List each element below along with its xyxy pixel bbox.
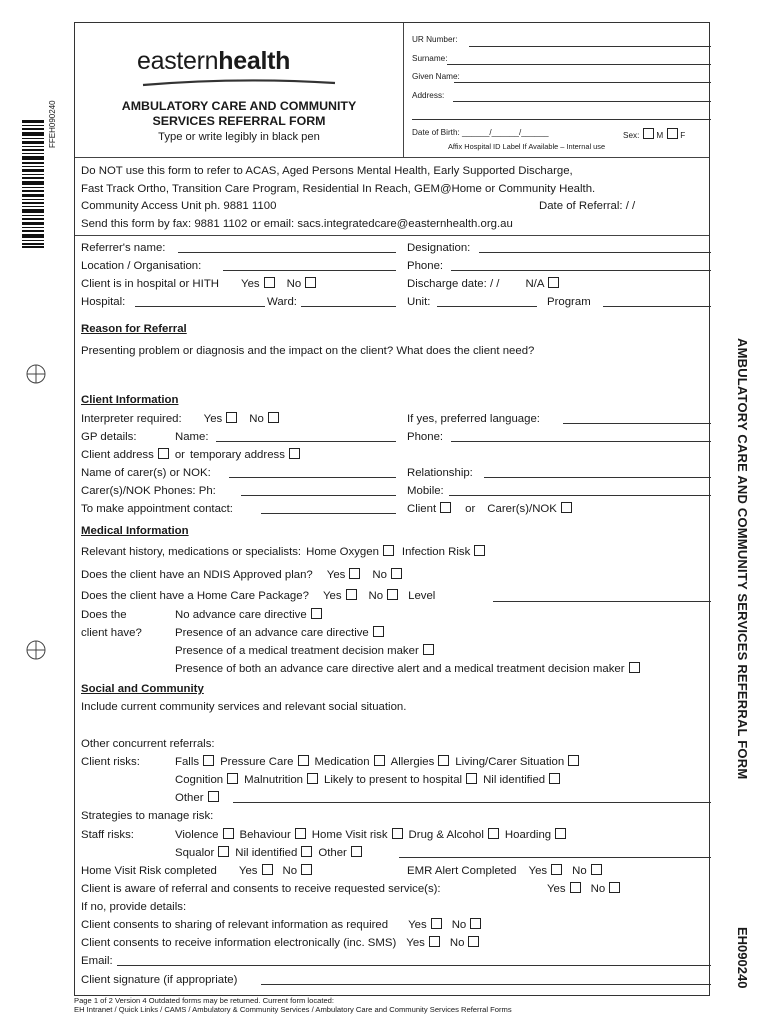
strategies-label: Strategies to manage risk: [81,810,214,822]
sharing-no-checkbox[interactable] [470,918,481,929]
program-field[interactable] [603,306,711,307]
home-oxygen-checkbox[interactable] [383,545,394,556]
referrer-name-label: Referrer's name: [81,242,166,254]
interpreter-required: Interpreter required: Yes No [81,412,281,426]
location-field[interactable] [223,270,396,271]
living-carer-checkbox[interactable] [568,755,579,766]
given-name-field[interactable] [454,82,711,83]
sex-m-checkbox[interactable] [643,128,654,139]
staff-risks-row1: Violence Behaviour Home Visit risk Drug & Alcohol Hoarding [175,828,568,842]
ndis-yes-checkbox[interactable] [349,568,360,579]
ward-label: Ward: [267,296,297,308]
medication-checkbox[interactable] [374,755,385,766]
behaviour-checkbox[interactable] [295,828,306,839]
other-risk-checkbox[interactable] [208,791,219,802]
emr-alert-completed: EMR Alert Completed Yes No [407,864,604,878]
carer-name-field[interactable] [229,477,396,478]
ndis-question: Does the client have an NDIS Approved plan? Yes No [81,568,404,582]
client-signature-label: Client signature (if appropriate) [81,974,238,986]
form-title-line1: AMBULATORY CARE AND COMMUNITY [121,99,357,113]
registration-mark-icon [26,640,46,660]
unit-field[interactable] [437,306,537,307]
client-risks-other: Other [175,791,221,805]
carer-name-label: Name of carer(s) or NOK: [81,467,211,479]
electronic-no-checkbox[interactable] [468,936,479,947]
surname-field[interactable] [447,64,711,65]
hvr-yes-checkbox[interactable] [262,864,273,875]
both-directive-and-maker: Presence of both an advance care directive alert and a medical treatment decision maker [175,662,642,676]
appointment-contact-field[interactable] [261,513,396,514]
send-instructions: Send this form by fax: 9881 1102 or email: sacs.integratedcare@easternhealth.org.au [81,218,513,230]
cognition-checkbox[interactable] [227,773,238,784]
email-label: Email: [81,955,113,967]
temporary-address-checkbox[interactable] [289,448,300,459]
aware-yes-checkbox[interactable] [570,882,581,893]
home-visit-risk-checkbox[interactable] [392,828,403,839]
client-signature-field[interactable] [261,984,711,985]
dob-label: Date of Birth: ______/______/______ [412,128,549,137]
intro-line2: Fast Track Ortho, Transition Care Program, Residential In Reach, GEM@Home or Community Health. [81,183,596,195]
consent-electronic: Client consents to receive information electronically (inc. SMS) Yes No [81,936,481,950]
client-risks-label: Client risks: [81,756,140,768]
infection-risk-checkbox[interactable] [474,545,485,556]
home-care-package-question: Does the client have a Home Care Package? Yes No Level [81,590,436,602]
aware-no-checkbox[interactable] [609,882,620,893]
mobile-label: Mobile: [407,485,444,497]
header-divider [403,23,404,157]
carer-phone-field[interactable] [241,495,396,496]
advance-directive-checkbox[interactable] [373,626,384,637]
hcp-level-field[interactable] [493,601,711,602]
reason-heading: Reason for Referral [81,323,187,335]
form-title-line2: SERVICES REFERRAL FORM [152,114,326,128]
malnutrition-checkbox[interactable] [307,773,318,784]
email-field[interactable] [117,965,711,966]
surname-label: Surname: [412,54,448,63]
client-address-checkbox[interactable] [158,448,169,459]
pressure-care-checkbox[interactable] [298,755,309,766]
allergies-checkbox[interactable] [438,755,449,766]
form-code: EH090240 [735,927,750,989]
community-access-phone: Community Access Unit ph. 9881 1100 [81,200,277,212]
squalor-checkbox[interactable] [218,846,229,857]
relevant-history: Relevant history, medications or specialists: Home Oxygen Infection Risk [81,545,487,559]
gp-details-label: GP details: [81,431,137,443]
appointment-contact-label: To make appointment contact: [81,503,233,515]
footer-line1: Page 1 of 2 Version 4 Outdated forms may be returned. Current form located: [74,996,335,1005]
staff-risks-row2: Squalor Nil identified Other [175,846,364,860]
sharing-yes-checkbox[interactable] [431,918,442,929]
both-directive-checkbox[interactable] [629,662,640,673]
affix-label-note: Affix Hospital ID Label If Available – Internal use [448,142,606,151]
appointment-contact-choice: Client or Carer(s)/NOK [407,502,574,516]
phone-field[interactable] [451,270,711,271]
language-label: If yes, preferred language: [407,413,540,425]
likely-hospital-checkbox[interactable] [466,773,477,784]
discharge-na-checkbox[interactable] [548,277,559,288]
address-field-line2[interactable] [412,119,711,120]
phone-label: Phone: [407,260,444,272]
barcode-text: FFEH090240 [48,100,57,148]
client-risks-row2: Cognition Malnutrition Likely to present to hospital Nil identified [175,773,562,787]
barcode [22,120,44,248]
ur-number-field[interactable] [469,46,711,47]
page-footer [74,996,512,1014]
address-label: Address: [412,91,445,100]
gp-name-field[interactable] [216,441,396,442]
decision-maker-checkbox[interactable] [423,644,434,655]
form-instruction: Type or write legibly in black pen [158,131,320,143]
program-label: Program [547,296,591,308]
unit-label: Unit: [407,296,431,308]
advance-directive-none: No advance care directive [175,608,324,622]
designation-label: Designation: [407,242,471,254]
interpreter-no-checkbox[interactable] [268,412,279,423]
hcp-no-checkbox[interactable] [387,589,398,600]
emr-yes-checkbox[interactable] [551,864,562,875]
if-no-details: If no, provide details: [81,901,187,913]
gp-phone-field[interactable] [451,441,711,442]
appointment-client-checkbox[interactable] [440,502,451,513]
interpreter-yes-checkbox[interactable] [226,412,237,423]
referral-form [74,22,710,996]
appointment-carer-checkbox[interactable] [561,502,572,513]
mobile-field[interactable] [449,495,711,496]
violence-checkbox[interactable] [223,828,234,839]
ndis-no-checkbox[interactable] [391,568,402,579]
other-risk-field[interactable] [233,802,711,803]
intro-line1: Do NOT use this form to refer to ACAS, Aged Persons Mental Health, Early Supported Discharge, [81,165,573,177]
date-of-referral[interactable]: Date of Referral: / / [539,200,636,212]
referrer-name-field[interactable] [178,252,396,253]
hospital-label: Hospital: [81,296,126,308]
eastern-health-logo: easternhealth [137,47,291,75]
medical-info-heading: Medical Information [81,525,189,537]
sex-field: Sex: M F [623,128,685,141]
treatment-decision-maker: Presence of a medical treatment decision maker [175,644,436,658]
address-field[interactable] [453,101,711,102]
home-visit-risk-completed: Home Visit Risk completed Yes No [81,864,314,878]
gp-name-label: Name: [175,431,209,443]
carer-phones-label: Carer(s)/NOK Phones: Ph: [81,485,216,497]
client-address-choice: Client address or temporary address [81,448,302,462]
staff-risks-label: Staff risks: [81,829,134,841]
divider [75,157,709,158]
logo-swoosh-icon [141,79,337,87]
staff-other-field[interactable] [399,857,711,858]
client-risks-row1: Falls Pressure Care Medication Allergies Living/Carer Situation [175,755,581,769]
sex-f-checkbox[interactable] [667,128,678,139]
client-info-heading: Client Information [81,394,179,406]
staff-other-checkbox[interactable] [351,846,362,857]
social-heading: Social and Community [81,683,204,695]
nil-identified-checkbox[interactable] [549,773,560,784]
side-title: AMBULATORY CARE AND COMMUNITY SERVICES REFERRAL FORM [735,338,750,780]
designation-field[interactable] [479,252,711,253]
gp-phone-label: Phone: [407,431,444,443]
hvr-no-checkbox[interactable] [301,864,312,875]
footer-line2: EH Intranet / Quick Links / CAMS / Ambulatory & Community Services / Ambulatory Care and Community Services Referral Forms [74,1005,512,1014]
divider [75,235,709,236]
hoarding-checkbox[interactable] [555,828,566,839]
client-have-label: client have? [81,627,142,639]
falls-checkbox[interactable] [203,755,214,766]
in-hospital-yes-checkbox[interactable] [264,277,275,288]
in-hospital-no-checkbox[interactable] [305,277,316,288]
in-hospital-question: Client is in hospital or HITH Yes No [81,277,318,291]
relationship-label: Relationship: [407,467,473,479]
discharge-date: Discharge date: / / N/A [407,277,561,291]
client-aware-choice: Yes No [547,882,622,896]
consent-sharing: Client consents to sharing of relevant information as required Yes No [81,918,483,932]
client-aware-consent: Client is aware of referral and consents to receive requested service(s): [81,883,441,895]
ur-number-label: UR Number: [412,35,458,44]
other-referrals-label: Other concurrent referrals: [81,738,215,750]
social-include: Include current community services and relevant social situation. [81,701,407,713]
advance-directive-present: Presence of an advance care directive [175,626,386,640]
staff-nil-identified-checkbox[interactable] [301,846,312,857]
no-advance-directive-checkbox[interactable] [311,608,322,619]
hcp-yes-checkbox[interactable] [346,589,357,600]
does-the-label: Does the [81,609,127,621]
drug-alcohol-checkbox[interactable] [488,828,499,839]
hospital-field[interactable] [135,306,265,307]
language-field[interactable] [563,423,711,424]
registration-mark-icon [26,364,46,384]
given-name-label: Given Name: [412,72,460,81]
location-label: Location / Organisation: [81,260,202,272]
ward-field[interactable] [301,306,396,307]
relationship-field[interactable] [484,477,711,478]
reason-question: Presenting problem or diagnosis and the impact on the client? What does the client need? [81,345,535,357]
electronic-yes-checkbox[interactable] [429,936,440,947]
emr-no-checkbox[interactable] [591,864,602,875]
